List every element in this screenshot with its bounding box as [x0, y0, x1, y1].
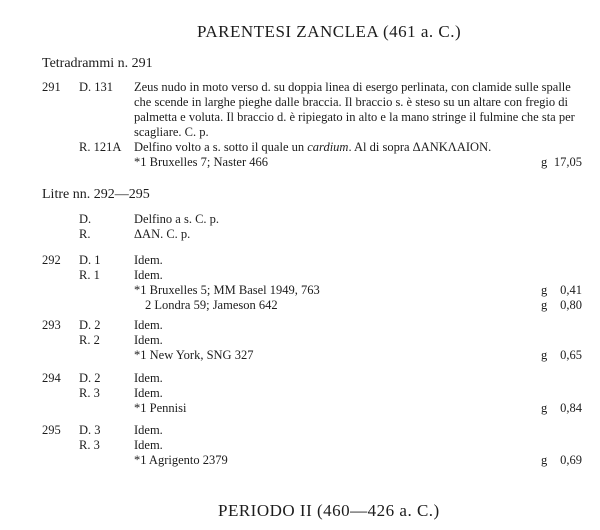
weight-value: 0,41: [560, 283, 582, 297]
page-title: PARENTESI ZANCLEA (461 a. C.): [197, 22, 462, 41]
obverse-description: Idem.: [134, 253, 163, 267]
weight-unit: g: [541, 283, 548, 297]
specimen-line: *1 Agrigento 2379: [134, 453, 228, 467]
generic-obverse-label: D.: [79, 212, 92, 226]
weight-unit: g: [541, 348, 548, 362]
weight-value: 0,84: [560, 401, 582, 415]
weight-unit: g: [541, 298, 548, 312]
obverse-die: D. 2: [79, 318, 101, 332]
weight-value: 0,69: [560, 453, 582, 467]
generic-reverse-label: R.: [79, 227, 91, 241]
obverse-description: Idem.: [134, 371, 163, 385]
reverse-description: [134, 140, 491, 155]
section-heading-litre: Litre nn. 292—295: [42, 187, 150, 202]
obverse-die: D. 1: [79, 253, 101, 267]
obverse-description: Idem.: [134, 423, 163, 437]
specimen-line: *1 Pennisi: [134, 401, 187, 415]
reverse-description: Idem.: [134, 268, 163, 282]
obverse-die: D. 3: [79, 423, 101, 437]
obverse-description: Zeus nudo in moto verso d. su doppia linea di esergo perlinata, con clamide sulle spalle che scende in larghe pieghe dalle braccia. Il braccio s. è steso su un altare con fregio di palmetta e voluta. Il braccio d. è ripiegato in alto e la mano stringe il fulmine che sta per scagliare. C. p.: [134, 80, 575, 139]
reverse-desc-italic: cardium: [307, 140, 349, 154]
reverse-die: R. 2: [79, 333, 100, 347]
weight-unit: g: [541, 155, 548, 169]
reverse-desc-part2: . Al di sopra ΔANKΛAION.: [348, 140, 492, 154]
reverse-die: R. 121A: [79, 140, 122, 154]
generic-reverse-description: ΔAN. C. p.: [134, 227, 191, 241]
section-heading-tetradrammi: Tetradrammi n. 291: [42, 56, 153, 71]
weight-value: 17,05: [553, 155, 582, 169]
obverse-die: D. 2: [79, 371, 101, 385]
reverse-die: R. 3: [79, 386, 100, 400]
entry-number: 291: [42, 80, 61, 94]
entry-number: 292: [42, 253, 61, 267]
reverse-description: Idem.: [134, 386, 163, 400]
specimen-line: *1 New York, SNG 327: [134, 348, 254, 362]
weight-value: 0,80: [560, 298, 582, 312]
generic-obverse-description: Delfino a s. C. p.: [134, 212, 220, 226]
reverse-die: R. 1: [79, 268, 100, 282]
next-period-title: PERIODO II (460—426 a. C.): [218, 501, 440, 520]
obverse-description: Idem.: [134, 318, 163, 332]
reverse-description: Idem.: [134, 438, 163, 452]
reverse-desc-part1: Delfino volto a s. sotto il quale un: [134, 140, 308, 154]
obverse-die: D. 131: [79, 80, 114, 94]
reverse-die: R. 3: [79, 438, 100, 452]
entry-number: 295: [42, 423, 61, 437]
reverse-description: Idem.: [134, 333, 163, 347]
weight-unit: g: [541, 401, 548, 415]
entry-number: 293: [42, 318, 61, 332]
specimen-line: *1 Bruxelles 5; MM Basel 1949, 763: [134, 283, 320, 297]
specimen-line: 2 Londra 59; Jameson 642: [145, 298, 278, 312]
weight-value: 0,65: [560, 348, 582, 362]
entry-number: 294: [42, 371, 61, 385]
specimen-line: *1 Bruxelles 7; Naster 466: [134, 155, 269, 169]
weight-unit: g: [541, 453, 548, 467]
